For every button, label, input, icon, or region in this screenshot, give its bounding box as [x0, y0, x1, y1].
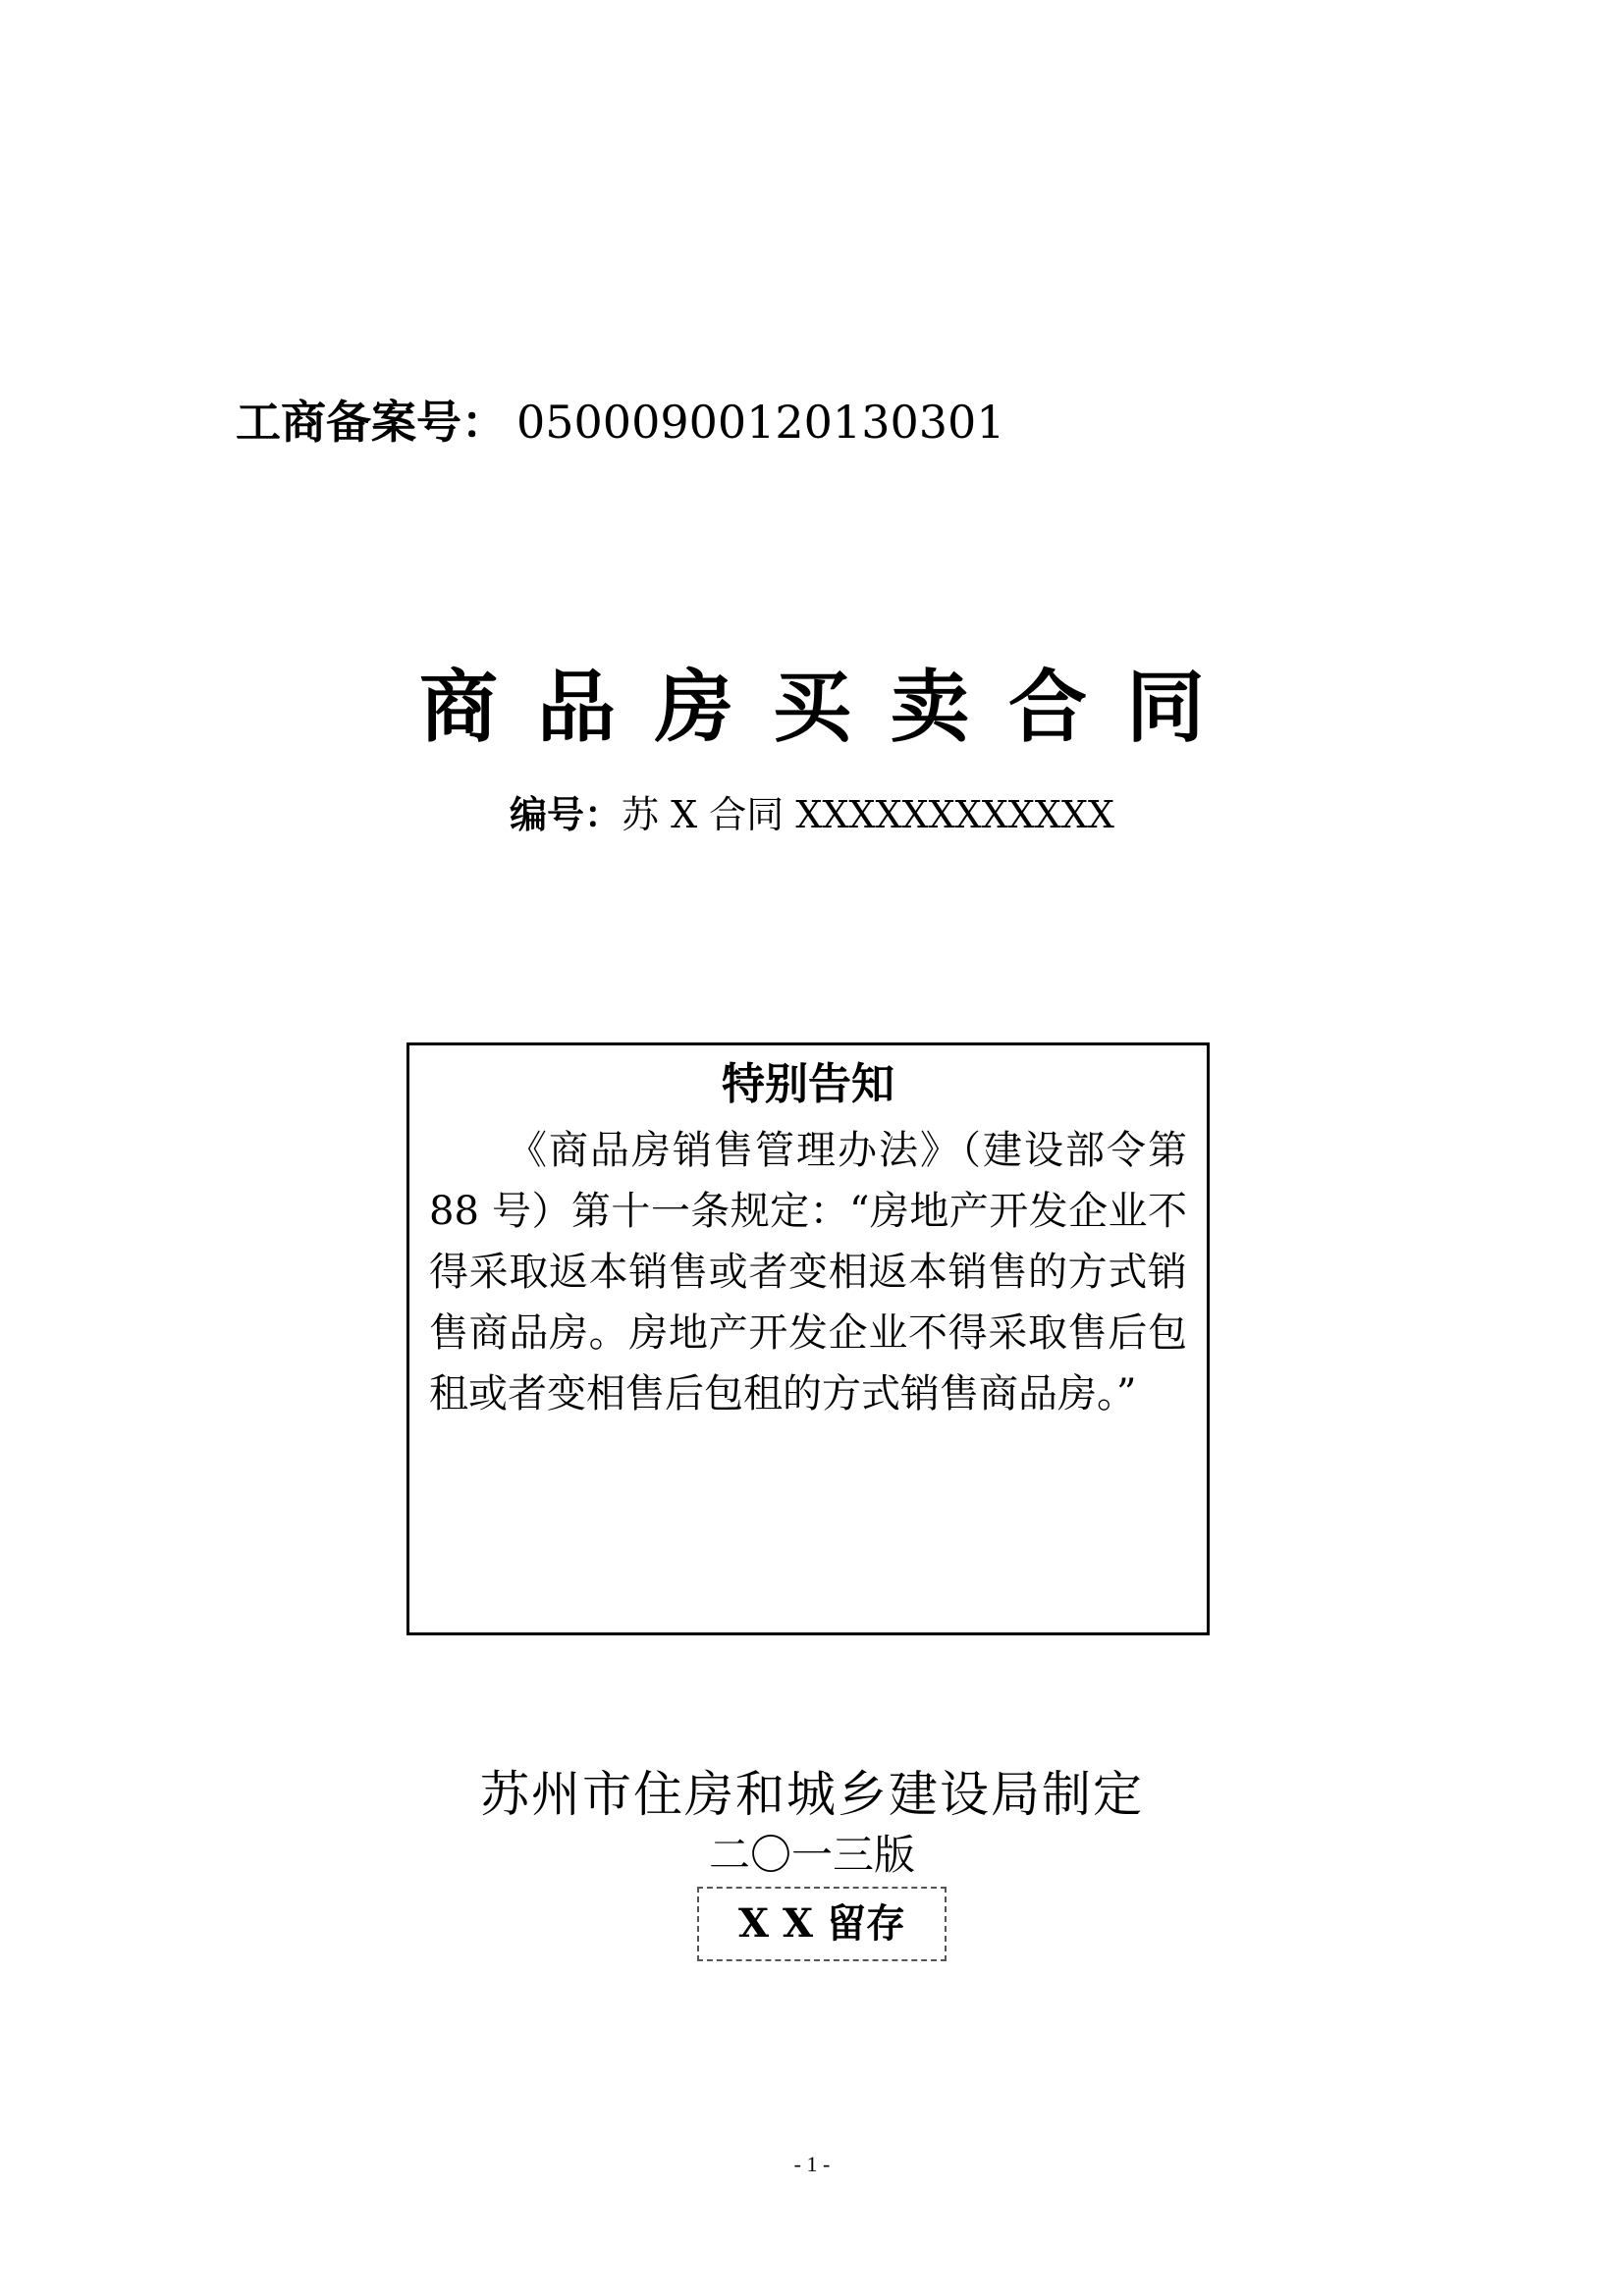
record-number-value: 05000900120130301: [516, 396, 1005, 449]
issuing-authority: 苏州市住房和城乡建设局制定: [480, 1766, 1144, 1823]
edition-label: 二〇一三版: [708, 1831, 915, 1879]
retention-copy-box: X X 留存: [697, 1887, 947, 1961]
contract-number-value: 苏 X 合同 XXXXXXXXXXXX: [622, 793, 1114, 836]
record-number-label: 工商备案号：: [236, 396, 507, 449]
document-title: 商品房买卖合同: [419, 661, 1244, 753]
special-notice-box: [406, 1042, 1210, 1635]
special-notice-body: 《商品房销售管理办法》（建设部令第 88 号）第十一条规定：“房地产开发企业不得采取返本销售或者变相返本销售的方式销售商品房。房地产开发企业不得采取售后包租或者变相售后包租的方式销售商品房。”: [429, 1128, 1187, 1416]
business-record-number: [236, 393, 1005, 452]
contract-number: [0, 790, 1624, 839]
contract-number-label: 编号：: [510, 792, 623, 836]
page-number: - 1 -: [793, 2152, 831, 2176]
special-notice-title: 特别告知: [722, 1059, 894, 1109]
